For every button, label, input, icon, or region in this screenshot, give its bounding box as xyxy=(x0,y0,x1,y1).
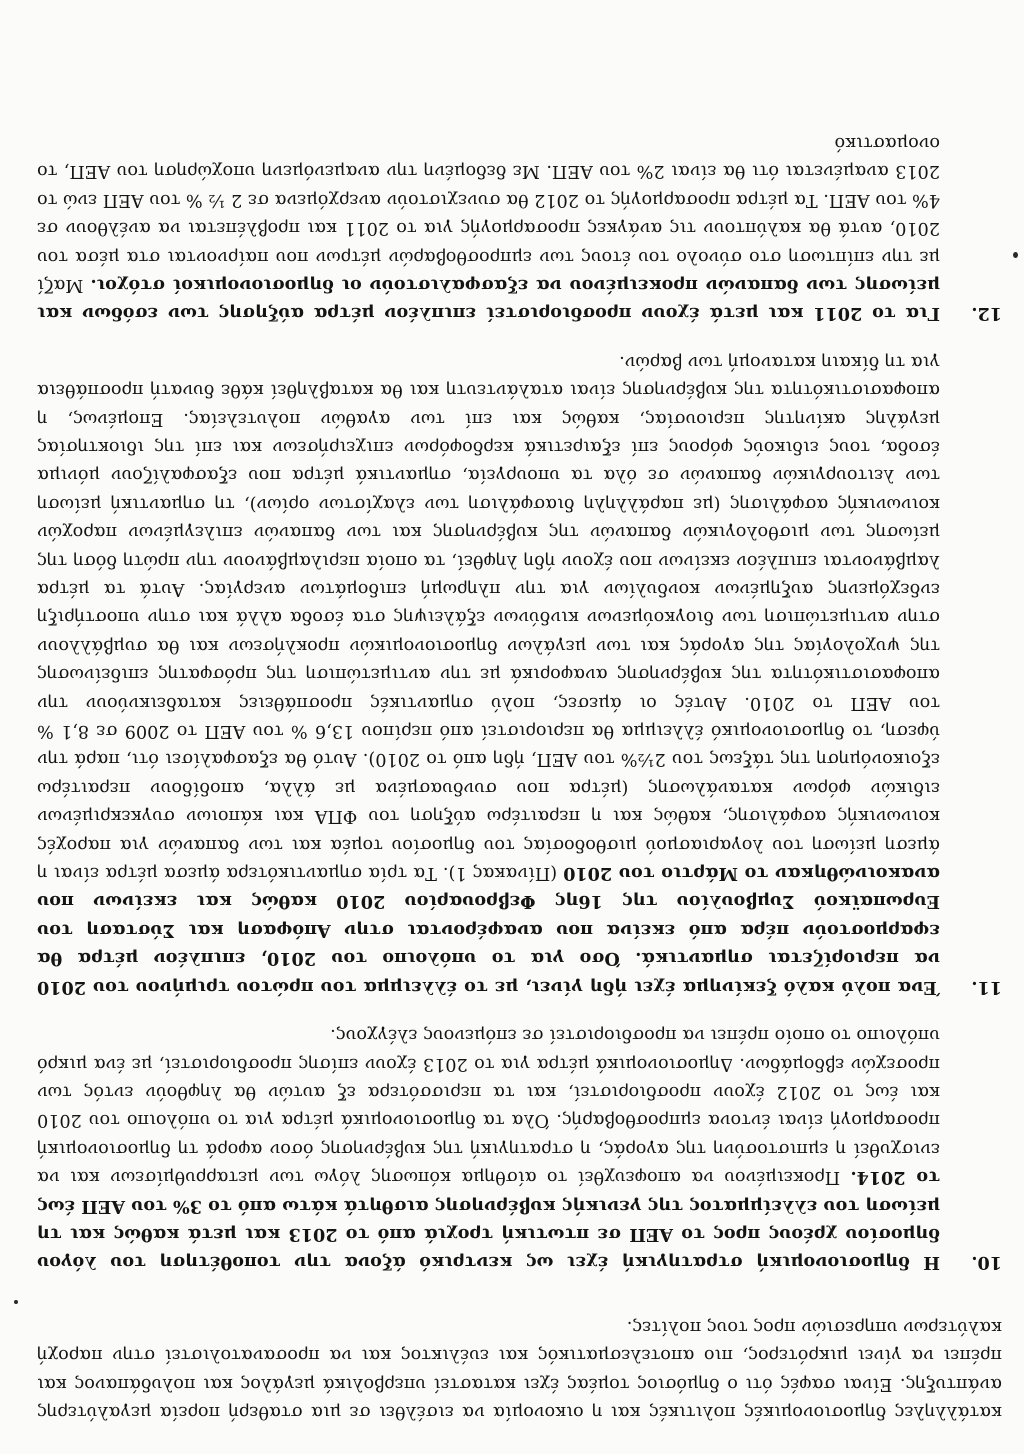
paragraph-12-lead: Για το 2011 και μετά έχουν προσδιοριστεί επιπλέον μέτρα αύξησης των εσόδων και μείωσης των δαπανών προκειμένου να εξασφαλιστούν οι δημοσιονομικοί στόχοι. xyxy=(37,274,940,325)
scan-speck xyxy=(14,1300,18,1304)
paragraph-11-number: 11. xyxy=(971,976,1002,998)
paragraph-11-table-ref: (Πίνακας 1). xyxy=(436,863,564,884)
paragraph-11 xyxy=(37,347,1002,1000)
scan-speck xyxy=(1013,252,1018,258)
paragraph-10 xyxy=(37,1021,1002,1277)
paragraph-10-text: Προκειμένου να αποφευχθεί το αίσθημα κόπωσης λόγω των μεταρρυθμίσεων και να ενισχυθεί η εμπιστοσύνη της αγοράς, η στρατηγική της κυβέρνησης όσον αφορά τη δημοσιονομική προσαρμογή είναι έντονα εμπροσθοβαρής. Όλα τα δημοσιονομικά μέτρα για το υπόλοιπο του 2010 και έως το 2012 έχουν προσδιοριστεί, και τα περισσότερα εξ αυτών θα ληφθούν εντός των προσεχών εβδομάδων. Δημοσιονομικά μέτρα για το 2013 έχουν επίσης προσδιοριστεί, με ένα μικρό υπόλοιπο το οποίο πρέπει να προσδιοριστεί σε επόμενους ελέγχους. xyxy=(36,1025,940,1188)
paragraph-10-number: 10. xyxy=(971,1252,1002,1274)
intro-text: κατάλληλες δημοσιονομικές πολιτικές και η οικονομία να εισέλθει σε μια σταθερή πορεία μεγαλύτερης ανάπτυξης. Είναι σαφές ότι ο δημόσιος τομέας έχει καταστεί υπερβολικά μεγάλος και πολυδάπανος και πρέπει να γίνει μικρότερος, πιο αποτελεσματικός και ευέλικτος και να προσανατολιστεί στην παροχή καλύτερων υπηρεσιών προς τους πολίτες. xyxy=(37,1316,1002,1422)
paragraph-11-lead: Ένα πολύ καλό ξεκίνημα έχει ήδη γίνει, με το έλλειμμα του πρώτου τριμήνου του 2010 να περιορίζεται σημαντικά. Όσο για το υπόλοιπο του 2010, επιπλέον μέτρα θα εφαρμοστούν πέρα από εκείνα που αναφέρονται στην Απόφαση και Σύσταση του Ευρωπαϊκού Συμβουλίου της 16ης Φεβρουαρίου 2010 καθώς και εκείνων που ανακοινώθηκαν το Μάρτιο του 2010 xyxy=(37,863,940,998)
document-body xyxy=(37,109,1002,1426)
intro-paragraph xyxy=(37,1312,1002,1426)
paragraph-11-text: Τα τρία σημαντικότερα άμεσα μέτρα είναι η άμεση μείωση του λογαριασμού μισθοδοσίας του δημοσίου τομέα και των δαπανών για παροχές κοινωνικής ασφάλισης, καθώς και η περαιτέρω αύξηση του ΦΠΑ και κάποιων συγκεκριμένων ειδικών φόρων κατανάλωσης (μέτρα που συνδυασμένα με άλλα, αποδίδουν περαιτέρω εξοικονόμηση της τάξεως του 2½% του ΑΕΠ, ήδη από το 2010). Αυτό θα εξασφαλίσει ότι, παρά την ύφεση, το δημοσιονομικό έλλειμμα θα περιοριστεί από περίπου 13,6 % του ΑΕΠ το 2009 σε 8,1 % του ΑΕΠ το 2010. Αυτές οι άμεσες, πολύ σημαντικές προσπάθειες καταδεικνύουν την αποφασιστικότητα της κυβέρνησης αναφορικά με την αντιμετώπιση της πρόσφατης επιδείνωσης της ψυχολογίας της αγοράς και των μεγάλων δημοσιονομικών προκλήσεων και θα συμβάλλουν στην αντιμετώπιση των διογκούμενων κινδύνων εξάλειψης στα έσοδα αλλά και στην υποστήριξη ενδεχόμενης αυξημένων κονδυλίων για την πληρωμή επιδομάτων ανεργίας. Αυτά τα μέτρα λαμβάνονται επιπλέον εκείνων που έχουν ήδη ληφθεί, τα οποία περιλαμβάνουν την πρώτη δόση της μείωσης των μισθολογικών δαπανών της κυβέρνησης και των δαπανών επιλεγμένων παροχών κοινωνικής ασφάλισης (με παράλληλη διασφάλιση των ελαχίστων ορίων), τη σημαντική μείωση των λειτουργικών δαπανών σε όλα τα υπουργεία, σημαντικά μέτρα που εξασφαλίζουν μόνιμα έσοδα, τους ειδικούς φόρους επί εξαιρετικά κερδοφόρων επιχειρήσεων και επί της ιδιοκτησίας μεγάλης ακίνητης περιουσίας, καθώς και επί των αγαθών πολυτελείας. Επομένως, η αποφασιστικότητα της κυβέρνησης είναι αταλάντευτη και θα καταβληθεί κάθε δυνατή προσπάθεια για τη δίκαιη κατανομή των βαρών. xyxy=(37,351,940,884)
paragraph-12-number: 12. xyxy=(971,303,1002,325)
paragraph-10-lead: Η δημοσιονομική στρατηγική έχει ως κεντρικό άξονα την τοποθέτηση του λόγου δημοσίου χρέους προς το ΑΕΠ σε πτωτική τροχιά από το 2013 και μετά καθώς και τη μείωση του ελλείμματος της γενικής κυβέρνησης αισθητά κάτω από το 3% του ΑΕΠ έως το 2014. xyxy=(37,1167,940,1274)
paragraph-12-text: Μαζί με την επίπτωση στο σύνολο του έτους των εμπροσθοβαρών μέτρων που παίρνονται στα μέσα του 2010, αυτά θα καλύπτουν τις ανάγκες προσαρμογής για το 2011 και προβλέπεται να ανέλθουν σε 4% του ΑΕΠ. Τα μέτρα προσαρμογής το 2012 θα συνεχιστούν ανερχόμενα σε 2 ½ % του ΑΕΠ ενώ το 2013 αναμένεται ότι θα είναι 2% του ΑΕΠ. Με δεδομένη την αναμενόμενη υποχώρηση του ΑΕΠ, το ονομαστικό xyxy=(36,132,940,295)
paragraph-12 xyxy=(37,129,1002,328)
